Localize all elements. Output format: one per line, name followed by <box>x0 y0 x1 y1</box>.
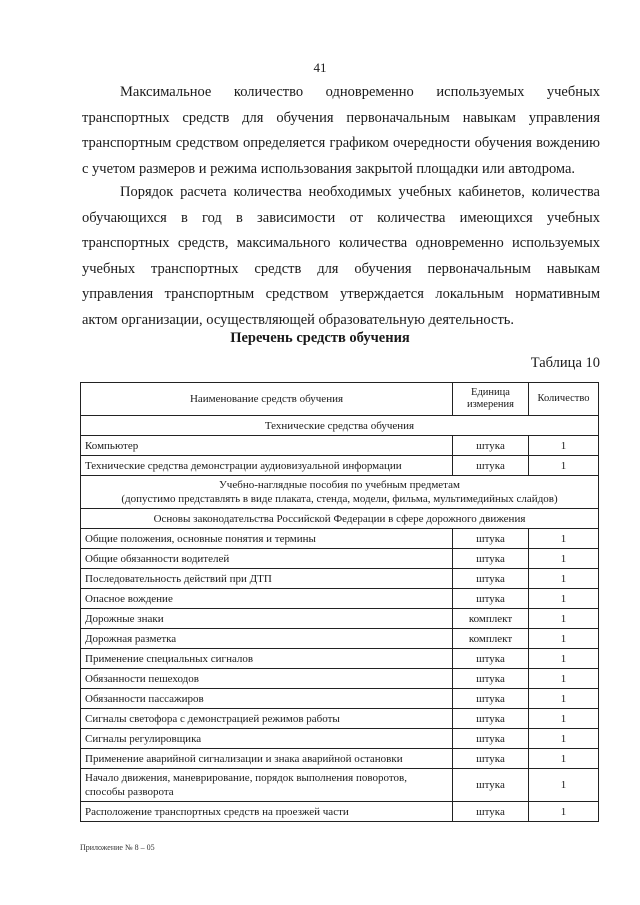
cell-qty: 1 <box>529 709 599 729</box>
cell-name: Применение аварийной сигнализации и знака аварийной остановки <box>81 749 453 769</box>
group-row-technical <box>81 416 599 436</box>
table-row <box>81 749 599 769</box>
cell-name: Начало движения, маневрирование, порядок выполнения поворотов, способы разворота <box>81 769 453 802</box>
cell-qty: 1 <box>529 802 599 822</box>
cell-unit: штука <box>453 549 529 569</box>
cell-qty: 1 <box>529 649 599 669</box>
cell-unit: комплект <box>453 609 529 629</box>
table-caption: Таблица 10 <box>530 355 600 371</box>
cell-qty: 1 <box>529 729 599 749</box>
cell-qty: 1 <box>529 629 599 649</box>
cell-name: Применение специальных сигналов <box>81 649 453 669</box>
means-table <box>80 382 599 822</box>
cell-unit: штука <box>453 589 529 609</box>
cell-qty: 1 <box>529 569 599 589</box>
cell-unit: штука <box>453 529 529 549</box>
cell-qty: 1 <box>529 549 599 569</box>
header-name: Наименование средств обучения <box>81 383 453 416</box>
table-row <box>81 529 599 549</box>
table-row <box>81 649 599 669</box>
cell-unit: штука <box>453 669 529 689</box>
cell-name: Обязанности пассажиров <box>81 689 453 709</box>
cell-qty: 1 <box>529 609 599 629</box>
cell-name: Опасное вождение <box>81 589 453 609</box>
group-row-visual-aids-line-2: (допустимо представлять в виде плаката, стенда, модели, фильма, мультимедийных слайдов) <box>121 493 558 505</box>
table-row <box>81 802 599 822</box>
cell-unit: штука <box>453 569 529 589</box>
footer: Приложение № 8 – 05 <box>80 843 155 852</box>
table-row <box>81 709 599 729</box>
table-row <box>81 436 599 456</box>
cell-unit: штука <box>453 649 529 669</box>
group-row-visual-aids-label <box>81 476 599 509</box>
cell-name: Расположение транспортных средств на проезжей части <box>81 802 453 822</box>
cell-unit: штука <box>453 749 529 769</box>
cell-name: Сигналы светофора с демонстрацией режимов работы <box>81 709 453 729</box>
cell-name: Технические средства демонстрации аудиовизуальной информации <box>81 456 453 476</box>
cell-qty: 1 <box>529 529 599 549</box>
section-title: Перечень средств обучения <box>230 330 410 346</box>
page-number: 41 <box>313 60 327 75</box>
table-row <box>81 589 599 609</box>
cell-name: Последовательность действий при ДТП <box>81 569 453 589</box>
table-row <box>81 689 599 709</box>
group-row-law-label: Основы законодательства Российской Федерации в сфере дорожного движения <box>81 509 599 529</box>
cell-unit: штука <box>453 689 529 709</box>
cell-name: Сигналы регулировщика <box>81 729 453 749</box>
cell-name: Дорожные знаки <box>81 609 453 629</box>
table-row <box>81 609 599 629</box>
cell-qty: 1 <box>529 456 599 476</box>
paragraph-1: Максимальное количество одновременно используемых учебных транспортных средств для обучения первоначальным навыкам управления транспортным средством определяется графиком очередности обучения вождению с учетом размеров и режима использования закрытой площадки или автодрома. <box>82 84 600 177</box>
group-row-law <box>81 509 599 529</box>
cell-unit: комплект <box>453 629 529 649</box>
table-row <box>81 569 599 589</box>
header-qty: Количество <box>529 383 599 416</box>
table-row <box>81 729 599 749</box>
cell-qty: 1 <box>529 589 599 609</box>
cell-unit: штука <box>453 802 529 822</box>
cell-unit: штука <box>453 436 529 456</box>
group-row-visual-aids-line-1: Учебно-наглядные пособия по учебным предметам <box>219 479 460 491</box>
paragraph-2: Порядок расчета количества необходимых учебных кабинетов, количества обучающихся в год в зависимости от количества имеющихся учебных транспортных средств, максимального количества одновременно используемых учебных транспортных средств для обучения первоначальным навыкам управления транспортным средством утверждается локальным нормативным актом организации, осуществляющей образовательную деятельность. <box>82 184 600 328</box>
table-row <box>81 769 599 802</box>
table-header-row <box>81 383 599 416</box>
cell-qty: 1 <box>529 769 599 802</box>
header-unit: Единица измерения <box>453 383 529 416</box>
cell-unit: штука <box>453 456 529 476</box>
cell-qty: 1 <box>529 436 599 456</box>
cell-unit: штука <box>453 709 529 729</box>
group-row-technical-label: Технические средства обучения <box>81 416 599 436</box>
cell-name: Общие положения, основные понятия и термины <box>81 529 453 549</box>
table-row <box>81 549 599 569</box>
cell-name: Обязанности пешеходов <box>81 669 453 689</box>
cell-name: Компьютер <box>81 436 453 456</box>
cell-unit: штука <box>453 729 529 749</box>
cell-unit: штука <box>453 769 529 802</box>
cell-name: Дорожная разметка <box>81 629 453 649</box>
table-row <box>81 629 599 649</box>
cell-qty: 1 <box>529 749 599 769</box>
group-row-visual-aids <box>81 476 599 509</box>
cell-name: Общие обязанности водителей <box>81 549 453 569</box>
cell-qty: 1 <box>529 689 599 709</box>
table-row <box>81 669 599 689</box>
cell-qty: 1 <box>529 669 599 689</box>
table-row <box>81 456 599 476</box>
